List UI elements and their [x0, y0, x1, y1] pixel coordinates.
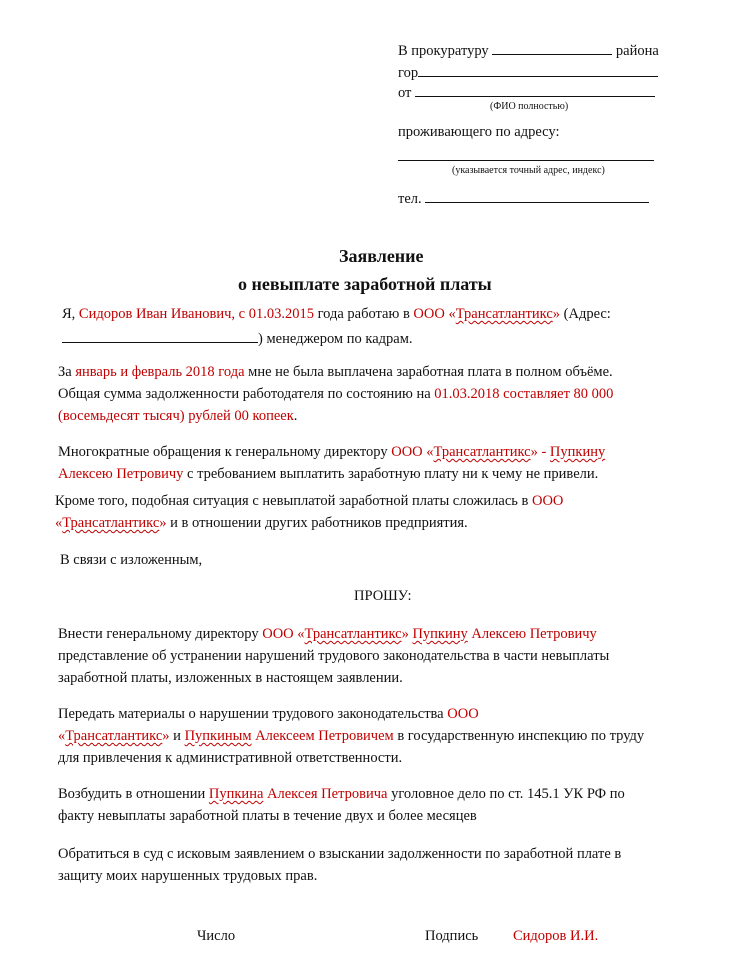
request-1-line3: заработной платы, изложенных в настоящем заявлении.: [58, 670, 403, 686]
request-4-line2: защиту моих нарушенных трудовых прав.: [58, 868, 318, 884]
text: года работаю в: [313, 306, 414, 322]
date-label: Число: [197, 928, 236, 944]
director-surname: Пупкину: [549, 444, 606, 460]
text: ) менеджером по кадрам.: [258, 331, 413, 347]
phone-blank: [425, 188, 649, 203]
district-suffix: района: [615, 43, 659, 59]
text: Я,: [62, 306, 79, 322]
request-heading: ПРОШУ:: [354, 588, 412, 604]
director-name: Алексею Петровичу: [58, 466, 184, 482]
debt-amount: 01.03.2018 составляет 80 000: [434, 386, 614, 402]
paragraph-appeals-line2: [58, 466, 598, 483]
signature-label: Подпись: [425, 928, 479, 944]
org-quote: «: [58, 728, 66, 744]
director-surname: Пупкина: [208, 786, 264, 802]
org-prefix: ООО «: [262, 626, 305, 642]
request-2-line3: для привлечения к административной ответственности.: [58, 750, 403, 766]
address-blank: [398, 146, 654, 161]
text: и: [169, 728, 185, 744]
text: .: [293, 408, 298, 424]
director-surname: Пупкину: [412, 626, 468, 642]
phone-line: [398, 188, 649, 208]
request-4-line1: Обратиться в суд с исковым заявлением о взыскании задолженности по заработной плате в: [58, 846, 622, 862]
address-hint: (указывается точный адрес, индекс): [452, 165, 605, 176]
text: Внести генеральному директору: [58, 626, 263, 642]
text: с требованием выплатить заработную плату ни к чему не привели.: [183, 466, 599, 482]
text: (Адрес:: [560, 306, 611, 322]
org-quote: »: [162, 728, 170, 744]
phone-label: тел.: [398, 191, 422, 207]
from-label: от: [398, 85, 412, 101]
employee-name: Сидоров Иван Иванович: [78, 306, 232, 322]
director-name: Алексею Петровичу: [467, 626, 597, 642]
request-2-line1: [58, 706, 479, 723]
paragraph-debt-line3: [58, 408, 297, 425]
org-suffix: » -: [530, 444, 550, 460]
text: Многократные обращения к генеральному директору: [58, 444, 392, 460]
text: и в отношении других работников предприятия.: [166, 515, 468, 531]
district-blank: [492, 40, 612, 55]
request-2-line2: [58, 728, 644, 745]
debt-amount-words: (восемьдесят тысяч) рублей 00 копеек: [58, 408, 294, 424]
org-suffix: »: [552, 306, 561, 322]
org-name: Трансатлантикс: [304, 626, 402, 642]
request-3-line1: [58, 786, 625, 803]
request-1-line1: [58, 626, 597, 643]
text: уголовное дело по ст. 145.1 УК РФ по: [387, 786, 625, 802]
address-line: [398, 146, 654, 166]
org-name: Трансатлантикс: [455, 306, 553, 322]
paragraph-appeals-line1: [58, 444, 605, 461]
org-name: Трансатлантикс: [433, 444, 531, 460]
org-prefix: ООО: [531, 493, 564, 509]
director-name: Алексеем Петровичем: [251, 728, 394, 744]
org-prefix: ООО: [447, 706, 479, 722]
prosecutor-label: В прокуратуру: [398, 43, 489, 59]
org-prefix: ООО «: [391, 444, 434, 460]
text: Общая сумма задолженности работодателя по состоянию на: [58, 386, 435, 402]
text: , с: [231, 306, 249, 322]
unpaid-period: январь и февраль 2018 года: [75, 364, 245, 380]
from-line: [398, 82, 655, 102]
request-3-line2: факту невыплаты заработной платы в течение двух и более месяцев: [58, 808, 477, 824]
document-title: Заявление: [339, 246, 424, 266]
text: в государственную инспекцию по труду: [393, 728, 645, 744]
paragraph-debt-line2: [58, 386, 613, 403]
city-line: [398, 62, 658, 82]
city-blank: [418, 62, 658, 77]
text: мне не была выплачена заработная плата в полном объёме.: [244, 364, 613, 380]
org-name: Трансатлантикс: [65, 728, 163, 744]
from-blank: [415, 82, 655, 97]
paragraph-others-line2: [55, 515, 468, 532]
address-field-blank: [62, 328, 258, 343]
request-1-line2: представление об устранении нарушений трудового законодательства в части невыплаты: [58, 648, 610, 664]
signature-value: Сидоров И.И.: [513, 928, 599, 944]
paragraph-conclusion: В связи с изложенным,: [60, 552, 203, 568]
org-quote: »: [159, 515, 167, 531]
director-surname: Пупкиным: [184, 728, 252, 744]
start-date: 01.03.2015: [248, 306, 314, 322]
address-label: проживающего по адресу:: [398, 124, 560, 140]
paragraph-debt-line1: [58, 364, 613, 381]
paragraph-employment-line2: [62, 328, 413, 348]
text: За: [58, 364, 76, 380]
org-name: Трансатлантикс: [62, 515, 160, 531]
org-quote: «: [55, 515, 63, 531]
paragraph-employment-line1: [62, 306, 611, 323]
document-subtitle: о невыплате заработной платы: [238, 274, 492, 294]
paragraph-others-line1: [55, 493, 563, 510]
prosecutor-line: [398, 40, 659, 60]
text: Передать материалы о нарушении трудового законодательства: [58, 706, 448, 722]
org-suffix: »: [401, 626, 413, 642]
director-name: Алексея Петровича: [263, 786, 388, 802]
city-label: гор: [398, 65, 419, 81]
text: Кроме того, подобная ситуация с невыплатой заработной платы сложилась в: [55, 493, 532, 509]
text: Возбудить в отношении: [58, 786, 209, 802]
org-prefix: ООО «: [413, 306, 456, 322]
fio-hint: (ФИО полностью): [490, 101, 569, 112]
